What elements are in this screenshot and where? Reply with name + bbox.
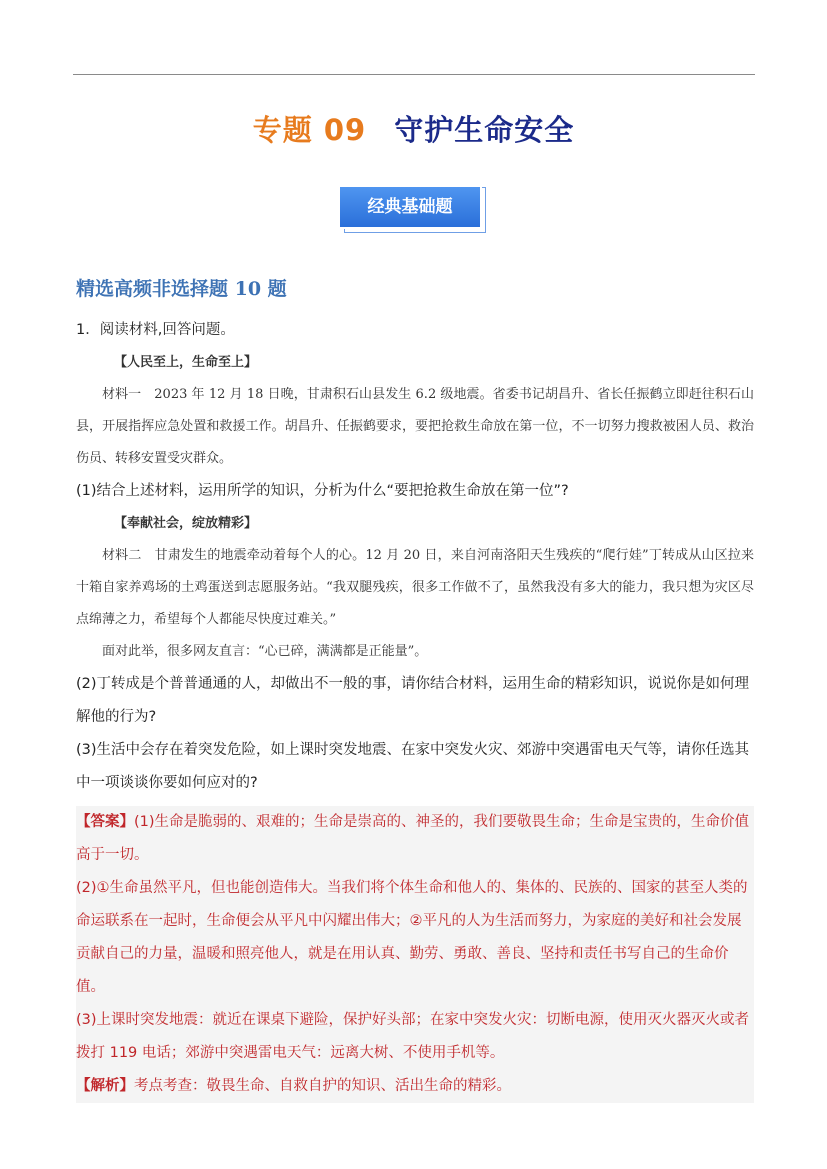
header-rule	[73, 74, 755, 75]
badge-label: 经典基础题	[340, 187, 480, 227]
sub-question-1: (1)结合上述材料，运用所学的知识，分析为什么“要把抢救生命放在第一位”?	[76, 483, 569, 499]
material-heading-1: 【人民至上，生命至上】	[114, 355, 258, 370]
answer-3: (3)上课时突发地震：就近在课桌下避险，保护好头部；在家中突发火灾：切断电源，使用灭火器灭火或者拨打 119 电话；郊游中突遇雷电天气：远离大树、不使用手机等。	[76, 1012, 750, 1061]
analysis-text: 考点考查：敬畏生命、自救自护的知识、活出生命的精彩。	[134, 1078, 511, 1094]
sub-question-2: (2)丁转成是个普普通通的人，却做出不一般的事，请你结合材料，运用生命的精彩知识，说说你是如何理解他的行为?	[76, 676, 750, 725]
answer-block	[76, 806, 754, 1103]
answer-1	[76, 806, 754, 872]
section-title: 精选高频非选择题 10 题	[76, 278, 287, 300]
page-title	[0, 108, 827, 149]
material-2: 材料二 甘肃发生的地震牵动着每个人的心。12 月 20 日，来自河南洛阳天生残疾的“爬行娃”丁转成从山区拉来十箱自家养鸡场的土鸡蛋送到志愿服务站。“我双腿残疾，很多工作做不了，虽然我没有多大的能力，我只想为灾区尽点绵薄之力，希望每个人都能尽快度过难关。”	[76, 548, 754, 627]
material-1: 材料一 2023 年 12 月 18 日晚，甘肃积石山县发生 6.2 级地震。省委书记胡昌升、省长任振鹤立即赶往积石山县，开展指挥应急处置和救援工作。胡昌升、任振鹤要求，要把抢救生命放在第一位，不一切努力搜救被困人员、救治伤员、转移安置受灾群众。	[76, 387, 754, 466]
material-3: 面对此举，很多网友直言：“心已碎，满满都是正能量”。	[102, 644, 428, 659]
answer-tag: 【答案】	[76, 814, 134, 830]
category-badge	[340, 183, 488, 235]
question-content	[76, 314, 754, 1103]
analysis-tag: 【解析】	[76, 1078, 134, 1094]
title-prefix: 专题 09	[252, 113, 367, 147]
question-intro: 1．阅读材料,回答问题。	[76, 322, 235, 338]
answer-1-text: (1)生命是脆弱的、艰难的；生命是崇高的、神圣的，我们要敬畏生命；生命是宝贵的，生命价值高于一切。	[76, 814, 750, 863]
answer-2: (2)①生命虽然平凡，但也能创造伟大。当我们将个体生命和他人的、集体的、民族的、国家的甚至人类的命运联系在一起时，生命便会从平凡中闪耀出伟大；②平凡的人为生活而努力，为家庭的美好和社会发展贡献自己的力量，温暖和照亮他人，就是在用认真、勤劳、勇敢、善良、坚持和责任书写自己的生命价值。	[76, 880, 748, 995]
material-heading-2: 【奉献社会，绽放精彩】	[114, 516, 258, 531]
title-main: 守护生命安全	[394, 113, 575, 147]
analysis	[76, 1070, 754, 1103]
sub-question-3: (3)生活中会存在着突发危险，如上课时突发地震、在家中突发火灾、郊游中突遇雷电天气等，请你任选其中一项谈谈你要如何应对的?	[76, 742, 750, 791]
